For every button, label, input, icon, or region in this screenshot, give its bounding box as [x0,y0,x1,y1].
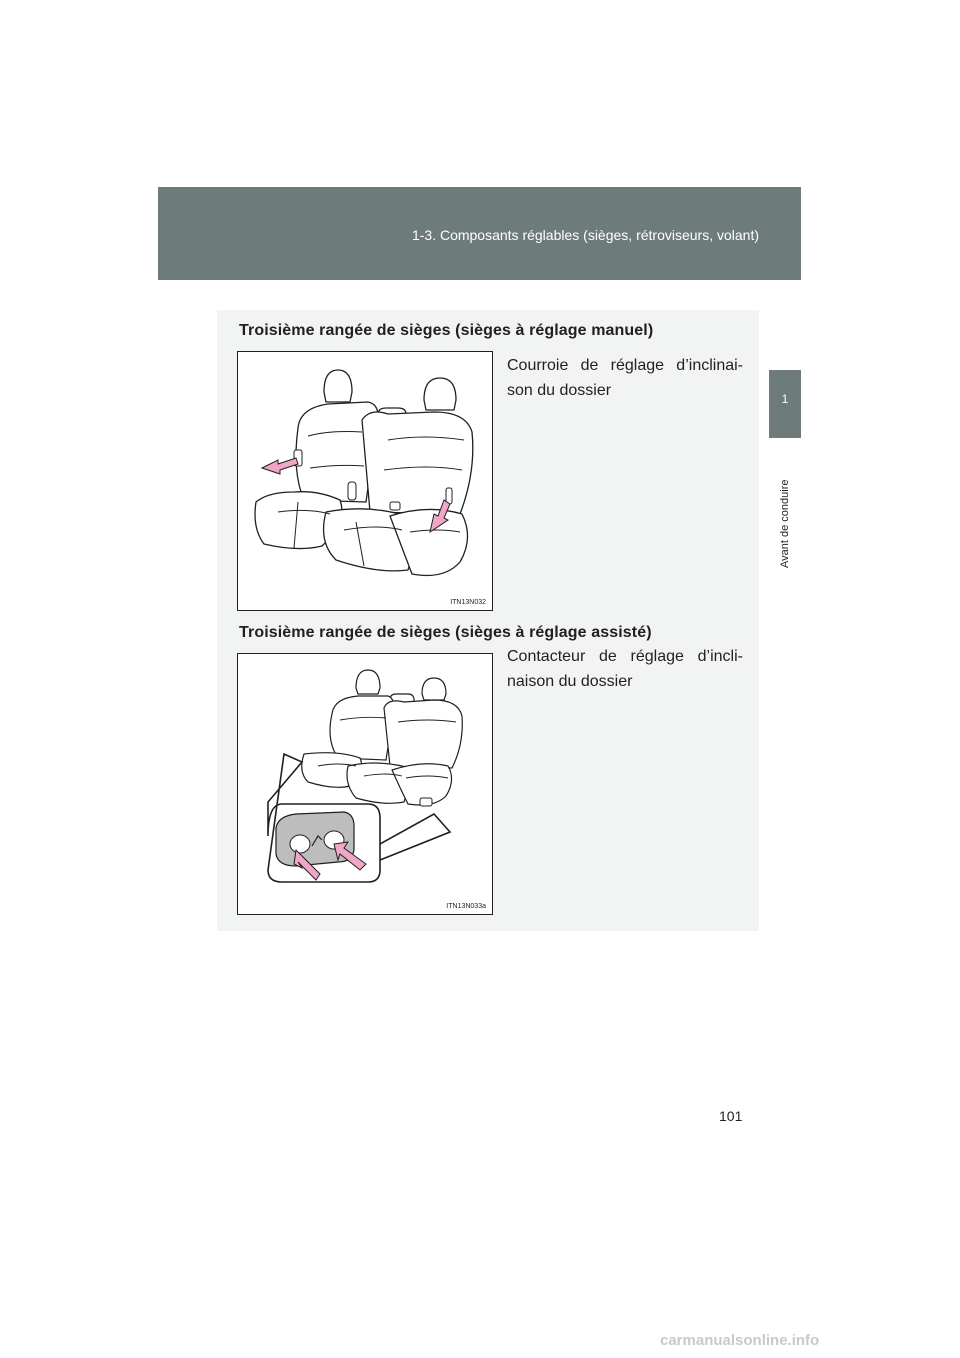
content-panel [217,310,759,931]
power-seat-illustration [238,654,492,914]
figure-manual-seats [237,351,493,611]
figure-id-manual: ITN13N032 [450,599,486,606]
manual-seat-illustration [238,352,492,610]
figure-power-seats [237,653,493,915]
section-heading-power: Troisième rangée de sièges (sièges à réglage assisté) [239,624,652,641]
header-band [158,187,801,280]
page-number: 101 [719,1108,743,1124]
description-manual: Courroie de réglage d’inclinai-son du dossier [507,357,743,399]
watermark: carmanualsonline.info [660,1332,820,1349]
header-title: 1-3. Composants réglables (sièges, rétroviseurs, volant) [411,227,759,243]
chapter-side-label: Avant de conduire [779,479,791,568]
chapter-tab [769,370,801,438]
chapter-number: 1 [781,392,789,406]
section-heading-manual: Troisième rangée de sièges (sièges à réglage manuel) [239,322,654,339]
figure-id-power: ITN13N033a [446,903,486,910]
description-power: Contacteur de réglage d’incli-naison du dossier [507,648,743,690]
